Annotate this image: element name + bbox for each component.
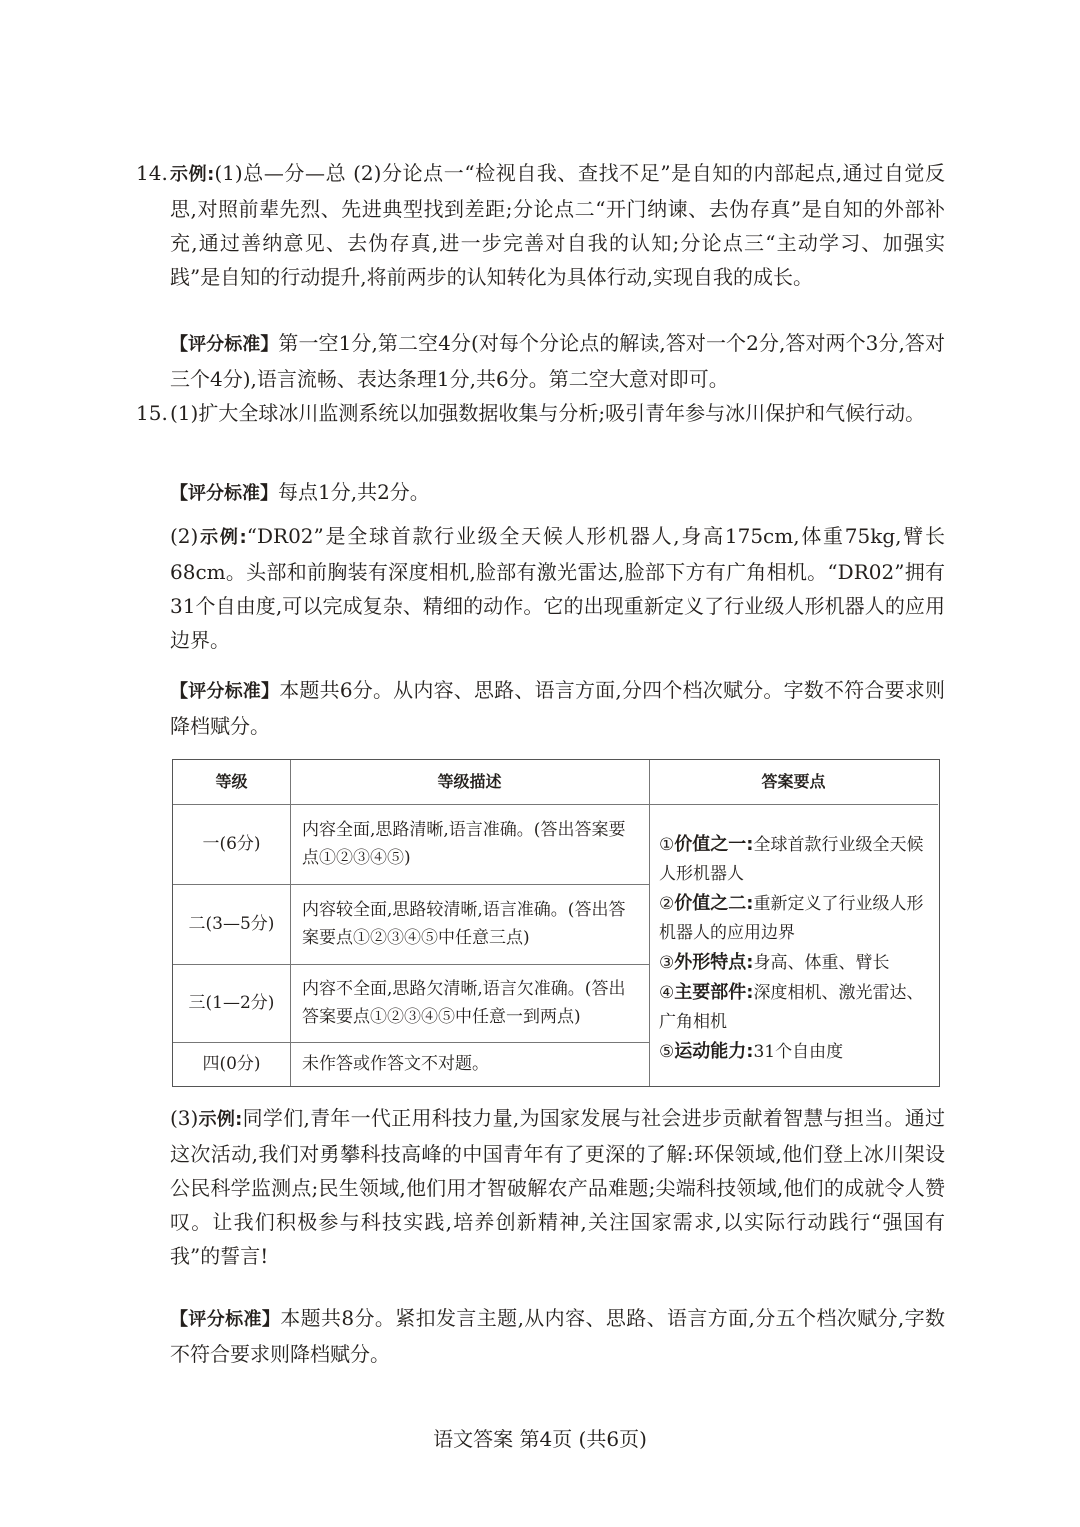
key-point-number: ① xyxy=(659,835,675,855)
example-label: 示例: xyxy=(198,527,247,548)
key-point-text: 重新定义了行业级人形机器人的应用边界 xyxy=(659,894,924,943)
key-point-label: 外形特点: xyxy=(674,952,754,973)
key-point xyxy=(659,948,928,978)
key-points-list xyxy=(649,830,938,1067)
grade-description xyxy=(290,1042,649,1086)
part-prefix: (2) xyxy=(170,524,199,548)
description-text: 内容较全面,思路较清晰,语言准确。(答出答案要点①②③④⑤中任意三点) xyxy=(302,900,626,948)
grade-description xyxy=(290,804,649,884)
page-footer: 语文答案 第4页 (共6页) xyxy=(433,1427,647,1451)
question-14-criteria xyxy=(170,326,945,396)
key-point-text: 31个自由度 xyxy=(753,1042,844,1062)
key-point-text: 深度相机、激光雷达、广角相机 xyxy=(659,983,924,1032)
grade-cell: 三(1—2分) xyxy=(188,993,275,1013)
grading-table xyxy=(172,759,940,1087)
question-14-answer xyxy=(170,156,945,294)
criteria-label: 【评分标准】 xyxy=(170,1309,281,1330)
key-point-number: ④ xyxy=(659,983,675,1003)
grade-cell: 四(0分) xyxy=(202,1054,261,1074)
example-label: 示例: xyxy=(198,1109,243,1130)
key-point-number: ② xyxy=(659,894,675,914)
question-14-number: 14. xyxy=(136,161,168,185)
answer-text: (1)总—分—总 (2)分论点一“检视自我、查找不足”是自知的内部起点,通过自觉反思,对照前辈先烈、先进典型找到差距;分论点二“开门纳谏、去伪存真”是自知的外部补充,通过善纳意见、去伪存真,进一步完善对自我的认知;分论点三“主动学习、加强实践”是自知的行动提升,将前两步的认知转化为具体行动,实现自我的成长。 xyxy=(170,161,945,289)
key-point xyxy=(659,830,928,889)
question-15-part2-criteria xyxy=(170,673,945,743)
key-point xyxy=(659,978,928,1037)
key-point-label: 主要部件: xyxy=(674,982,754,1003)
key-point-label: 价值之一: xyxy=(674,834,754,855)
criteria-text: 每点1分,共2分。 xyxy=(278,480,430,504)
header-description: 等级描述 xyxy=(437,772,502,791)
question-15-number: 15. xyxy=(136,401,168,425)
description-text: 未作答或作答文不对题。 xyxy=(302,1054,489,1074)
grade-description xyxy=(290,884,649,964)
key-point-label: 价值之二: xyxy=(674,893,754,914)
answer-text: “DR02”是全球首款行业级全天候人形机器人,身高175cm,体重75kg,臂长68cm。头部和前胸装有深度相机,脸部有激光雷达,脸部下方有广角相机。“DR02”拥有31个自由度,可以完成复杂、精细的动作。它的出现重新定义了行业级人形机器人的应用边界。 xyxy=(170,524,945,652)
grade-description xyxy=(290,964,649,1042)
example-label: 示例: xyxy=(170,164,215,185)
question-15-part1: (1)扩大全球冰川监测系统以加强数据收集与分析;吸引青年参与冰川保护和气候行动。 xyxy=(170,401,926,425)
key-point xyxy=(659,1037,928,1067)
criteria-text: 本题共8分。紧扣发言主题,从内容、思路、语言方面,分五个档次赋分,字数不符合要求则降档赋分。 xyxy=(170,1306,946,1366)
description-text: 内容不全面,思路欠清晰,语言欠准确。(答出答案要点①②③④⑤中任意一到两点) xyxy=(302,979,626,1027)
header-key-points: 答案要点 xyxy=(761,772,826,791)
description-text: 内容全面,思路清晰,语言准确。(答出答案要点①②③④⑤) xyxy=(302,820,626,868)
question-15-part3-criteria xyxy=(170,1301,945,1371)
criteria-text: 本题共6分。从内容、思路、语言方面,分四个档次赋分。字数不符合要求则降档赋分。 xyxy=(170,678,945,738)
key-point-number: ⑤ xyxy=(659,1042,675,1062)
header-grade: 等级 xyxy=(215,772,248,791)
question-15-part1-criteria xyxy=(170,475,945,511)
key-point-text: 身高、体重、臂长 xyxy=(753,953,890,973)
key-point-number: ③ xyxy=(659,953,675,973)
grade-cell: 一(6分) xyxy=(202,834,261,854)
key-point-label: 运动能力: xyxy=(674,1041,754,1062)
criteria-text: 第一空1分,第二空4分(对每个分论点的解读,答对一个2分,答对两个3分,答对三个4分),语言流畅、表达条理1分,共6分。第二空大意对即可。 xyxy=(170,331,945,391)
criteria-label: 【评分标准】 xyxy=(170,483,278,504)
criteria-label: 【评分标准】 xyxy=(170,334,279,355)
criteria-label: 【评分标准】 xyxy=(170,681,280,702)
key-point xyxy=(659,889,928,948)
part-prefix: (3) xyxy=(170,1106,199,1130)
question-15-part2 xyxy=(170,519,945,657)
key-point-text: 全球首款行业级全天候人形机器人 xyxy=(659,835,924,884)
answer-text: 同学们,青年一代正用科技力量,为国家发展与社会进步贡献着智慧与担当。通过这次活动,我们对勇攀科技高峰的中国青年有了更深的了解:环保领域,他们登上冰川架设公民科学监测点;民生领域,他们用才智破解农产品难题;尖端科技领域,他们的成就令人赞叹。让我们积极参与科技实践,培养创新精神,关注国家需求,以实际行动践行“强国有我”的誓言! xyxy=(170,1106,945,1268)
grade-cell: 二(3—5分) xyxy=(188,914,275,934)
question-15-part3 xyxy=(170,1101,945,1273)
